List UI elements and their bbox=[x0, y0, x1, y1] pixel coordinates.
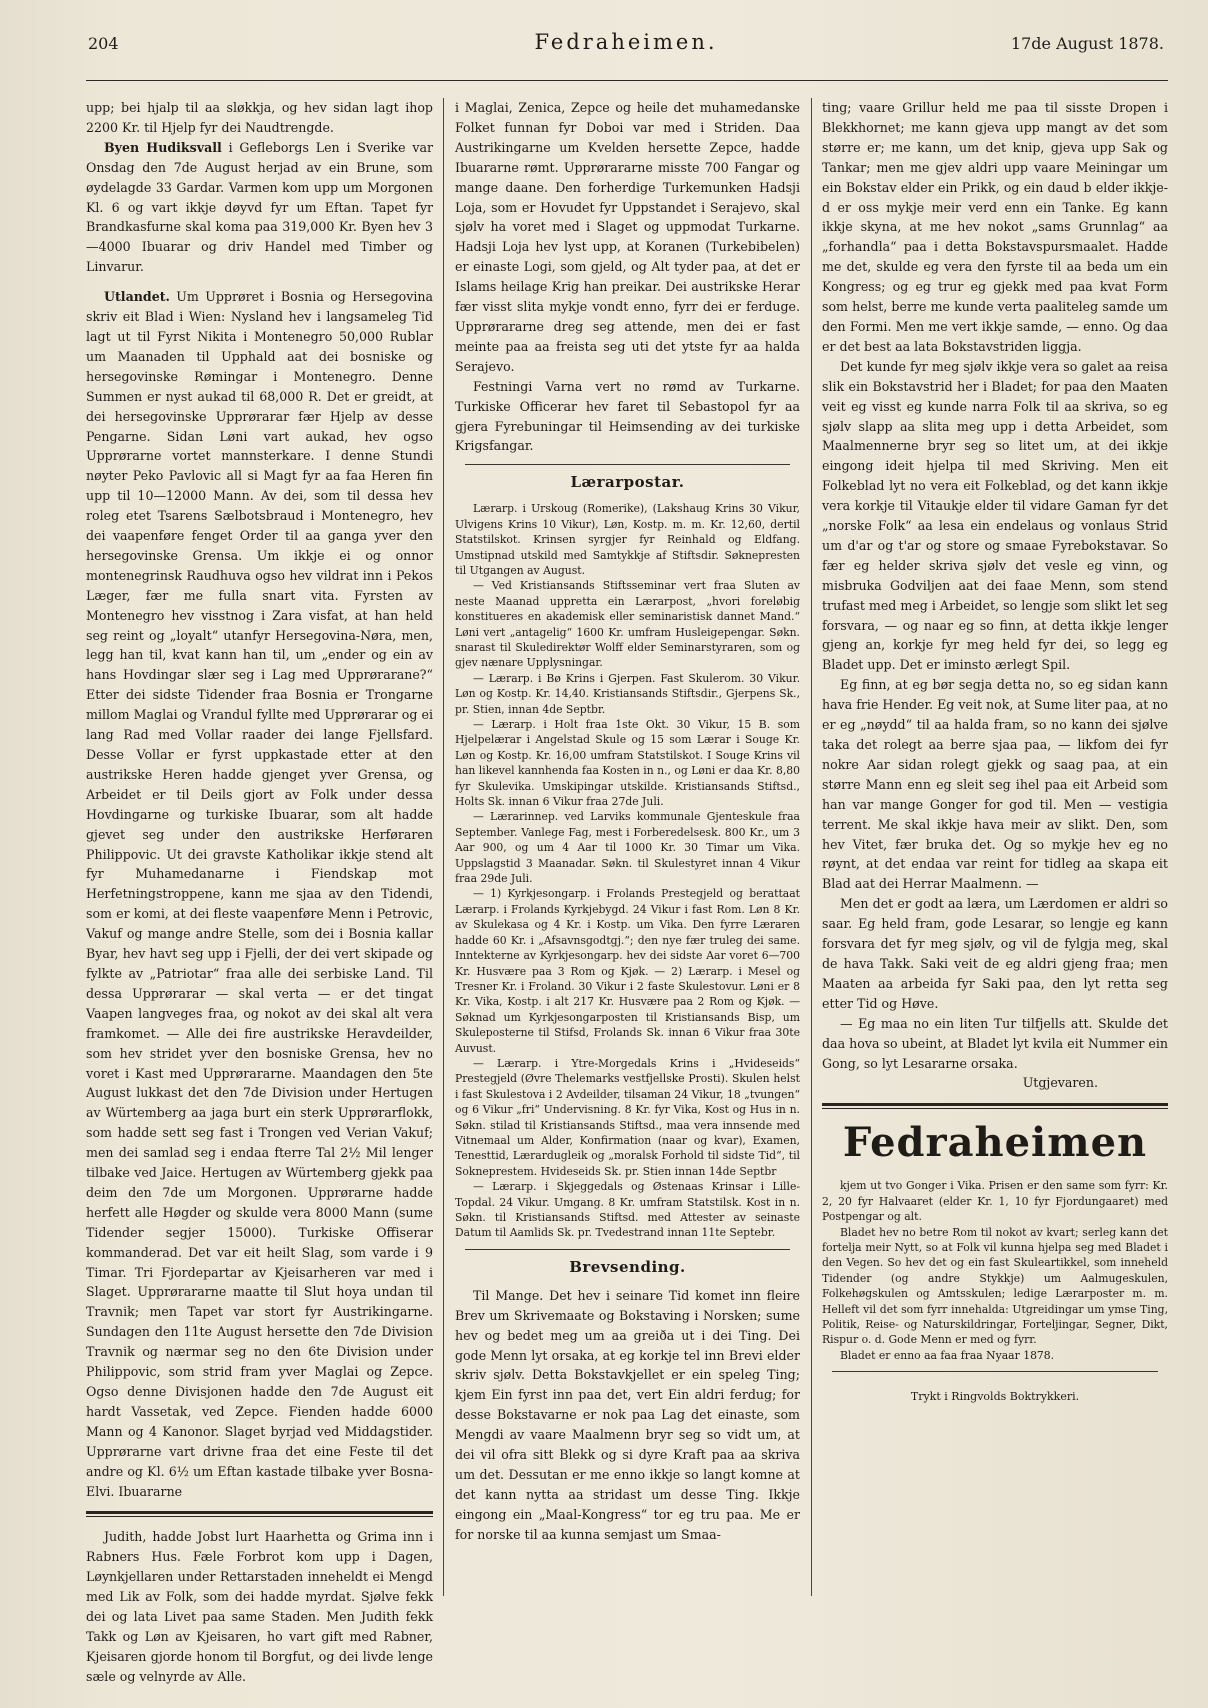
news-text: Um Upprøret i Bosnia og Hersegovina skriv eit Blad i Wien: Nysland hev i langsameleg Tid lagt ut til Fyrst Nikita i Montenegro 50,000 Rublar um Maanaden til Upphald aat dei bosniske og hersegovinske Rømingar i Montenegro. Denne Summen er nyst aukad til 68,000 R. Det er greidt, at dei hersegovinske Upprørarar fær Hjelp av desse Pengarne. Sidan Løni vart aukad, hev ogso Upprørarne vortet mannsterkare. I denne Stundi nøyter Peko Pavlovic all si Magt fyr aa faa Heren fin upp til 10—12000 Mann. Av dei, som til dessa hev roleg etet Tsarens Sælbotsbraud i Montenegro, hev dei vaapenføre fenget Order til aa ganga yver den hersegovinske Grensa. Um ikkje ei og onnor montenegrinsk Raudhuva ogso hev vildrat inn i Pekos Læger, fær me fulla snart vita. Fyrsten av Montenegro hev visstnog i Zara visfat, at han held seg reint og „loyalt“ utanfyr Hersegovina-Nøra, men, legg han til, kvat kann han til, um „ender og ein av hans Hovdingar slær seg i Lag med Upprørarane?“ Etter dei sidste Tidender fraa Bosnia er Trongarne millom Maglai og Vrandul fyllte med Upprørarar og ei lang Rad med Vollar raader dei lange Fjellsfard. Desse Vollar er fyrst uppkastade etter at den austrikske Heren hadde gjenget yver Grensa, og Arbeidet er til Deils gjort av Folk under dessa Hovdingarne og turkiske Ibuarar, som alt hadde gjevet seg under den austrikske Herføraren Philippovic. Ut dei gravste Katholikar ikkje stend alt fyr Muhamedanarne i Fiendskap mot Herfetningstroppene, kann me sjaa av den Tidendi, som er komi, at dei fleste vaapenføre Menn i Petrovic, Vakuf og mange andre Stelle, som dei i Bosnia kallar Byar, hev havt seg upp i Fjelli, der dei vert skipade og fylkte av „Patriotar“ fraa alle dei serbiske Land. Til dessa Upprørarar — skal verta — er det tingat Vaapen langveges fraa, og nokot av dei skal alt vera framkomet. — Alle dei fire austrikske Heravdeilder, som hev stridet yver den bosniske Grensa, hev no voret i Kast med Upprørararne. Maandagen den 5te August lukkast det den 7de Division under Hertugen av Würtemberg aa jaga burt ein sterk Upprørarflokk, som hadde sett seg fast i Trongen ved Verian Vakuf; men dei samlad seg i endaa fterre Tal 2½ Mil lenger tilbake ved Jaice. Hertugen av Würtemberg gjekk paa deim den 7de um Morgonen. Upprørarne hadde herfett alle Høgder og skulde vera 8000 Mann (sume Tidender segjer 15000). Turkiske Offiserar kommanderad. Det var eit heilt Slag, som varde i 9 Timar. Tri Fjordepartar av Kjeisarheren var med i Slaget. Upprørararne maatte til Slut hoya undan til Travnik; men Tapet var stort fyr Austrikingarne. Sundagen den 11te August hersette den 7de Division Travnik og nærmar seg no den 6te Division under Philippovic, som strid fram yver Maglai og Zepce. Ogso denne Divisjonen hadde den 7de August eit hardt Vassetak, ved Zepce. Fienden hadde 6000 Mann og 4 Kanonor. Slaget byrjad ved Middagstider. Upprørarne vart drivne fraa det eine Feste til det andre og Kl. 6½ um Eftan kastade tilbake yver Bosna-Elvi. Ibuararne bbox=[86, 289, 433, 1499]
signature: Utgjevaren. bbox=[1022, 1075, 1098, 1091]
column-divider bbox=[811, 98, 812, 1596]
news-lead: Utlandet. bbox=[104, 289, 170, 305]
letters-text: Til Mange. Det hev i seinare Tid komet inn fleire Brev um Skrivemaate og Bokstaving i Norsken; sume hev og bedet meg um aa greiða ut i dei Ting. Dei gode Menn lyt orsaka, at eg korkje tel inn Brevi elder skriv sjølv. Detta Bokstavkjellet er ein speleg Ting; kjem Ein fyrst inn paa det, vert Ein aldri ferdug; for desse Bokstavarne er nok paa Lag det einaste, som Mengdi av vaare Maalmenn bryr seg so vidt um, at dei vil ofra sitt Blekk og si dyre Kraft paa aa skriva um det. Dessutan er me enno ikkje so langt komne at det kann nytta aa stridast um desse Ting. Ikkje eingong ein „Maal-Kongress“ tor eg tru paa. Me er for norske til aa kunna semjast um Smaa- bbox=[455, 1287, 800, 1542]
printer-imprint: Trykt i Ringvolds Boktrykkeri. bbox=[910, 1390, 1080, 1404]
advert-text: Bladet hev no betre Rom til nokot av kvart; serleg kann det fortelja meir Nytt, so at Folk vil kunna hjelpa seg med Bladet i den Vegen. So hev det og ein fast Skuleartikkel, som inneheld Tidender (og andre Stykkje) um Aalmugeskulen, Folkehøgskulen og Amtsskulen; ledige Lærarposter m. m. Helleft vil det som fyrr innehalda: Utgreidingar um ymse Ting, Politik, Reise- og Naturskildringar, Forteljingar, Segner, Dikt, Rispur o. d. Gode Menn er med og fyrr. bbox=[822, 1225, 1168, 1347]
teacher-post-ad: — Lærarinnep. ved Larviks kommunale Gjenteskule fraa September. Vanlege Fag, mest i Forberedelsesk. 800 Kr., um 3 Aar 900, og um 4 Aar til 1000 Kr. 30 Timar um Vika. Uppslagstid 3 Maanadar. Søkn. til Skulestyret innan 4 Vikur fraa 29de Juli. bbox=[455, 810, 800, 886]
advert-rule bbox=[822, 1103, 1168, 1109]
news-lead: Byen Hudiksvall bbox=[104, 139, 222, 155]
column-left bbox=[86, 98, 433, 1684]
news-text: i Gefleborgs Len i Sverike var Onsdag den 7de August herjad av ein Brune, som øydelagde 33 Gardar. Varmen kom upp um Morgonen Kl. 6 og vart ikkje døyvd fyr um Eftan. Tapet fyr Brandkasfurne skal koma paa 319,000 Kr. Byen hev 3—4000 Ibuarar og driv Handel med Timber og Linvarur. bbox=[86, 139, 433, 275]
teacher-post-ad: — Ved Kristiansands Stiftsseminar vert fraa Sluten av neste Maanad uppretta ein Lærarpost, „hvori foreløbig konstitueres en akademisk eller seminaristisk dannet Mand.“ Løni vert „antagelig“ 1600 Kr. umfram Husleigepengar. Søkn. snarast til Skuledirektør Wolff elder Seminarstyraren, som og gjev nænare Upplysningar. bbox=[455, 579, 800, 670]
teacher-post-ad: — Lærarp. i Ytre-Morgedals Krins i „Hvideseids“ Prestegjeld (Øvre Thelemarks vestfjellske Prosti). Skulen helst i fast Skulestova i 2 Avdeilder, tilsaman 24 Vikur, 18 „tvungen“ og 6 Vikur „fri“ Undervisning. 8 Kr. fyr Vika, Kost og Hus in n. Søkn. stilad til Kristiansands Stiftsd., maa vera innsende med Vitnemaal um Alder, Konfirmation (naar og kvar), Examen, Tenesttid, Lærardugleik og „moralsk Forhold til sidste Tid“, til Sokneprestem. Hvideseids Sk. pr. Stien innan 14de Septbr bbox=[455, 1056, 800, 1178]
advert-title: Fedraheimen bbox=[842, 1119, 1148, 1167]
section-rule bbox=[465, 1249, 790, 1250]
news-hudiksvall bbox=[86, 138, 433, 277]
letters-text: ting; vaare Grillur held me paa til sisste Dropen i Blekkhornet; me kann gjeva upp mangt av det som større er; me kann, um det knip, gjeva upp Sak og Tankar; men me gjev aldri upp vaare Meiningar um ein Bokstav elder ein Prikk, og ein daud b elder ikkje-d er oss mykje meir verd enn ein Tanke. Eg kann ikkje skyna, at me hev nokot „sams Grunnlag“ aa „forhandla“ paa i detta Bokstavspursmaalet. Hadde me det, skulde eg vera den fyrste til aa beda um ein Kongress; og eg trur eg gjekk med paa kvat Form som helst, berre me kunde verta paaliteleg samde um den Formi. Men me vert ikkje samde, — enno. Og daa er det best aa lata Bokstavstriden liggja. bbox=[822, 100, 1168, 354]
teacher-post-ad: — Lærarp. i Skjeggedals og Østenaas Krinsar i Lille-Topdal. 24 Vikur. Umgang. 8 Kr. umfram Statstilsk. Kost in n. Søkn. til Kristiansands Stiftsd. med Attester av seinaste Datum til Aamlids Sk. pr. Tvedestrand innan 11te Septebr. bbox=[455, 1180, 800, 1240]
section-rule bbox=[465, 464, 790, 465]
column-divider bbox=[443, 98, 444, 1596]
teacher-post-ad: Lærarp. i Urskoug (Romerike), (Lakshaug Krins 30 Vikur, Ulvigens Krins 10 Vikur), Løn, Kostp. m. m. Kr. 12,60, dertil Statstilskot. Krinsen syrgjer fyr Reinhald og Eldfang. Umstipnad utskild med Samtykkje af Stiftsdir. Søknepresten til Utgangen av August. bbox=[455, 502, 800, 577]
letters-text: Eg finn, at eg bør segja detta no, so eg sidan kann hava frie Hender. Eg veit nok, at Sume liter paa, at no er eg „nøydd“ til aa halda fram, so no kann dei sjølve taka det rolegt aa berre sjaa paa, — likfom dei fyr nokre Aar sidan rolegt gjekk og saag paa, at ein større Mann enn eg sleit seg ihel paa eit Arbeid som han var mange Gonger for god til. Men — vestigia terrent. Me skal ikkje hava meir av slikt. Den, som hev Vitet, fær bruka det. Og so mykje hev eg no røynt, at det endaa var reint for tidleg aa skapa eit Blad aat dei Herrar Maalmenn. — bbox=[822, 677, 1169, 892]
letters-text: Men det er godt aa læra, um Lærdomen er aldri so saar. Eg held fram, gode Lesarar, so lengje eg kann forsvara det fyr meg sjølv, og vil de fylgja meg, skal de hava Takk. Saki veit de eg aldri gjeng fraa; men Maaten aa arbeida fyr Saki paa, den lyt retta seg etter Tid og Høve. bbox=[822, 896, 1168, 1011]
section-heading: Brevsending. bbox=[569, 1257, 686, 1276]
news-paragraph: Festningi Varna vert no rømd av Turkarne. Turkiske Officerar hev faret til Sebastopol fyr aa gjera Fyrebuningar til Heimsending av dei turkiske Krigsfangar. bbox=[455, 378, 800, 454]
letters-text: — Eg maa no ein liten Tur tilfjells att. Skulde det daa hova so ubeint, at Bladet lyt kvila eit Nummer ein Gong, so lyt Lesararne orsaka. bbox=[822, 1015, 1168, 1071]
news-foreign bbox=[86, 287, 433, 1501]
page-number: 204 bbox=[88, 34, 119, 53]
page-header bbox=[86, 30, 1166, 64]
advert-text: Bladet er enno aa faa fraa Nyaar 1878. bbox=[840, 1348, 1055, 1362]
feuilleton-rule bbox=[86, 1511, 433, 1517]
footer-rule bbox=[832, 1371, 1158, 1372]
news-paragraph: i Maglai, Zenica, Zepce og heile det muhamedanske Folket funnan fyr Doboi var med i Striden. Daa Austrikingarne um Kvelden hersette Zepce, hadde Ibuararne rømt. Upprørararne misste 700 Fangar og mange daane. Den forherdige Turkemunken Hadsji Loja, som er Hovudet fyr Uppstandet i Serajevo, skal sjølv ha voret med i Slaget og uppmodat Turkarne. Hadsji Loja hev lyst upp, at Koranen (Turkebibelen) er einaste Logi, som gjeld, og Alt tyder paa, at det er Islams heilage Krig han preikar. Dei austrikske Herar fær visst slita mykje vondt enno, fyrr dei er ferduge. Upprørararne dreg seg attende, men dei er fast meinte paa aa freista seg uti det ytste fyr aa halda Serajevo. bbox=[455, 100, 800, 374]
article-continuation: upp; bei hjalp til aa sløkkja, og hev sidan lagt ihop 2200 Kr. til Hjelp fyr dei Naudtrengde. bbox=[86, 100, 433, 135]
teacher-post-ad: — Lærarp. i Holt fraa 1ste Okt. 30 Vikur, 15 B. som Hjelpelærar i Angelstad Skule og 15 som Lærar i Souge Kr. Løn og Kostp. Kr. 16,00 umfram Statstilskot. I Souge Krins vil han likevel kannhenda faa Kosten in n., og Løni er daa Kr. 8,80 fyr Skulevika. Umskipingar utskilde. Kristiansands Stiftsd., Holts Sk. innan 6 Vikur fraa 27de Juli. bbox=[455, 718, 800, 809]
teacher-post-ad: — 1) Kyrkjesongarp. i Frolands Prestegjeld og berattaat Lærarp. i Frolands Kyrkjebygd. 24 Vikur i fast Rom. Løn 8 Kr. av Skulekasa og 4 Kr. i Kostp. um Vika. Den fyrre Læraren hadde 60 Kr. i „Afsavnsgodtgj.“; den nye fær truleg dei same. Inntekterne av Kyrkjesongarp. hev dei sidste Aar voret 6—700 Kr. Husvære paa 3 Rom og Kjøk. — 2) Lærarp. i Mesel og Tresner Kr. i Froland. 30 Vikur i 2 faste Skulestovur. Løni er 8 Kr. Vika, Kostp. i alt 217 Kr. Husvære paa 2 Rom og Kjøk. — Søknad um Kyrkjesongarposten til Kristiansands Bisp, um Skuleposterne til Stifsd, Frolands Sk. innan 6 Vikur fraa 30te Auvust. bbox=[455, 887, 800, 1055]
letters-text: Det kunde fyr meg sjølv ikkje vera so galet aa reisa slik ein Bokstavstrid her i Bladet; for paa den Maaten veit eg visst eg kunde narra Folk til aa skriva, so eg sjølv slapp aa slita meg upp i detta Arbeidet, som Maalmennerne bryr seg so litet um, at dei ikkje eingong ideit hjelpa til med Skriving. Men eit Folkeblad lyt no vera eit Folkeblad, og det kann ikkje vera korkje til Vitaukje elder til vidare Gaman fyr det „norske Folk“ aa lesa ein endelaus og vonlaus Strid um d'ar og t'ar og store og smaae Fyrebokstavar. So fær eg helder skriva sjølv det vesle eg vinn, og misbruka Godviljen aat dei faae Menn, som stend trufast med meg i Arbeidet, so lengje som slikt let seg forsvara, — og naar eg so finn, at detta ikkje lenger gjeng an, korkje fyr meg held fyr dei, so legg eg Bladet upp. Det er iminsto ærlegt Spil. bbox=[822, 358, 1168, 673]
advert-text: kjem ut tvo Gonger i Vika. Prisen er den same som fyrr: Kr. 2, 20 fyr Halvaaret (elder Kr. 1, 10 fyr Fjordungaaret) med Postpengar og alt. bbox=[822, 1179, 1168, 1224]
column-middle bbox=[455, 98, 800, 1598]
feuilleton-text: Judith, hadde Jobst lurt Haarhetta og Grima inn i Rabners Hus. Fæle Forbrot kom upp i Dagen, Løynkjellaren under Rettarstaden inneheldt ei Mengd med Lik av Folk, som dei hadde myrdat. Sjølve fekk dei og lata Livet paa same Staden. Men Judith fekk Takk og Løn av Kjeisaren, ho vart gift med Rabner, Kjeisaren gjorde honom til Borgfut, og dei livde lenge sæle og velnyrde av Alle. bbox=[86, 1529, 433, 1684]
column-right bbox=[822, 98, 1168, 1598]
header-rule bbox=[86, 80, 1168, 81]
issue-date: 17de August 1878. bbox=[1010, 34, 1164, 53]
masthead: Fedraheimen. bbox=[534, 30, 718, 54]
teacher-post-ad: — Lærarp. i Bø Krins i Gjerpen. Fast Skulerom. 30 Vikur. Løn og Kostp. Kr. 14,40. Kristiansands Stiftsdir., Gjerpens Sk., pr. Stien, innan 4de Septbr. bbox=[455, 671, 800, 716]
section-heading: Lærarpostar. bbox=[570, 473, 685, 492]
